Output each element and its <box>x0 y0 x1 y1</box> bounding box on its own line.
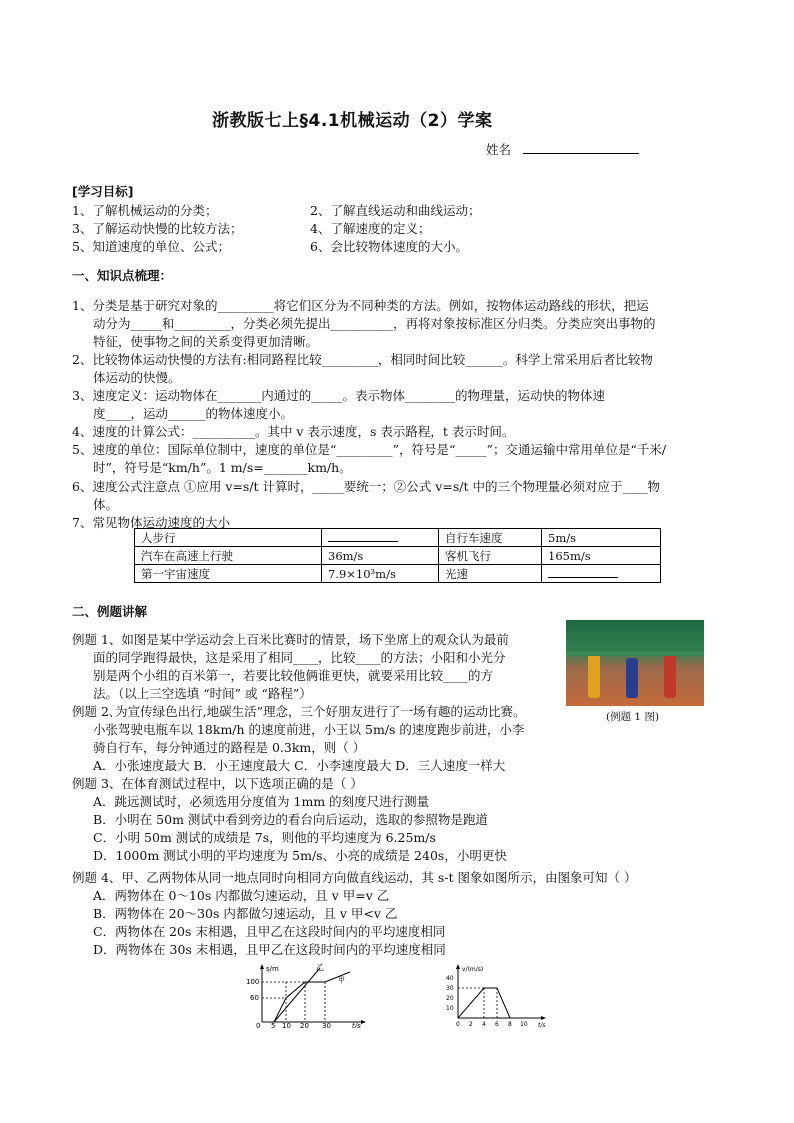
graph2-ytick: 20 <box>446 995 454 1002</box>
text-line: 特征，使事物之间的关系变得更加清晰。 <box>93 334 319 349</box>
text-line: 法。（以上三空选填 “时间” 或 “路程”） <box>93 686 312 701</box>
graph1-xlabel: t/s <box>352 1022 361 1028</box>
graph2-xtick: 8 <box>508 1021 512 1028</box>
table-cell: 汽车在高速上行驶 <box>135 547 322 565</box>
table-cell: 7.9×10³m/s <box>322 565 439 583</box>
graph1-series-label: 乙 <box>316 963 324 972</box>
text-line: 例题 4、甲、乙两物体从同一地点同时向相同方向做直线运动，其 s-t 图象如图所示，由图象可知（ ） <box>72 870 637 885</box>
graph1-ytick: 100 <box>246 978 260 986</box>
table-cell: 人步行 <box>135 529 322 547</box>
text-line: 骑自行车，每分钟通过的路程是 0.3km，则（ ） <box>93 740 366 755</box>
text-line: 别是两个小组的百米第一，若要比较他俩谁更快，就要采用比较____的方 <box>93 668 494 683</box>
table-cell: 165m/s <box>542 547 661 565</box>
text-line: 体运动的快慢。 <box>93 370 181 385</box>
text-line: 例题 3、在体育测试过程中，以下选项正确的是（ ） <box>72 776 363 791</box>
graph1-ytick: 60 <box>250 994 259 1002</box>
option-line: A．两物体在 0～10s 内都做匀速运动，且 v 甲=v 乙 <box>93 888 390 903</box>
graph2-ylabel: v/(m/s) <box>462 966 484 973</box>
option-line: C．小明 50m 测试的成绩是 7s，则他的平均速度为 6.25m/s <box>93 830 436 845</box>
text-line: 5、速度的单位：国际单位制中，速度的单位是“_________”，符号是“_____”；交通运输中常用单位是“千米/ <box>72 442 667 457</box>
section2-heading: 二、例题讲解 <box>72 604 148 619</box>
text-line: 体。 <box>93 497 119 512</box>
graph1-series-label: 甲 <box>338 976 345 984</box>
text-line: 时”，符号是“km/h”。1 m/s=_______km/h。 <box>93 460 352 475</box>
table-cell: 客机飞行 <box>439 547 542 565</box>
text-line: 4、速度的计算公式：__________。其中 v 表示速度，s 表示路程，t 表示时间。 <box>72 424 515 439</box>
table-cell: 36m/s <box>322 547 439 565</box>
option-line: A．小张速度最大 B．小王速度最大 C．小李速度最大 D．三人速度一样大 <box>93 758 506 773</box>
text-line: 2、比较物体运动快慢的方法有:相同路程比较_________，相同时间比较______。科学上常采用后者比较物 <box>72 352 653 367</box>
section1-heading: 一、知识点梳理： <box>72 268 173 283</box>
option-line: D．两物体在 30s 末相遇，且甲乙在这段时间内的平均速度相同 <box>93 942 446 957</box>
speed-table <box>134 528 661 583</box>
graph2-xtick: 2 <box>469 1021 473 1028</box>
series-yi-line <box>274 968 320 1022</box>
text-line: 面的同学跑得最快，这是采用了相同____，比较____的方法；小阳和小光分 <box>93 650 506 665</box>
option-line: C．两物体在 20s 末相遇，且甲乙在这段时间内的平均速度相同 <box>93 924 446 939</box>
goal-item: 2、了解直线运动和曲线运动； <box>310 203 481 218</box>
graph1-xtick: 5 <box>271 1022 276 1028</box>
graph1-ylabel: s/m <box>266 965 279 973</box>
goal-item: 4、了解速度的定义； <box>310 221 431 236</box>
goal-item: 3、了解运动快慢的比较方法； <box>72 221 243 236</box>
table-cell: 第一宇宙速度 <box>135 565 322 583</box>
table-cell: 自行车速度 <box>439 529 542 547</box>
goal-item: 1、了解机械运动的分类； <box>72 203 218 218</box>
race-photo <box>566 620 704 706</box>
vt-graph <box>442 962 552 1028</box>
goals-heading: [学习目标] <box>72 184 134 199</box>
graph2-xtick: 10 <box>520 1021 528 1028</box>
name-blank[interactable] <box>523 141 639 154</box>
graph1-ytick: 0 <box>256 1022 261 1028</box>
text-line: 7、常见物体运动速度的大小 <box>72 515 230 530</box>
st-graph <box>240 962 370 1028</box>
graph1-xtick: 30 <box>322 1022 331 1028</box>
table-cell-blank[interactable] <box>322 529 439 547</box>
goal-item: 6、会比较物体速度的大小。 <box>310 239 468 254</box>
text-line: 例题 2､为宣传绿色出行,地碳生活”理念，三个好朋友进行了一场有趣的运动比赛。 <box>72 704 526 719</box>
text-line: 小张驾驶电瓶车以 18km/h 的速度前进，小王以 5m/s 的速度跑步前进，小李 <box>93 722 525 737</box>
graph2-xtick: 6 <box>495 1021 499 1028</box>
text-line: 例题 1、如图是某中学运动会上百米比赛时的情景，场下坐席上的观众认为最前 <box>72 632 509 647</box>
table-cell: 5m/s <box>542 529 661 547</box>
name-field[interactable] <box>486 140 639 158</box>
option-line: B．两物体在 20～30s 内都做匀速运动，且 v 甲<v 乙 <box>93 906 398 921</box>
text-line: 6、速度公式注意点 ①应用 v=s/t 计算时，_____要统一；②公式 v=s/t 中的三个物理量必须对应于____物 <box>72 479 660 494</box>
graph2-ytick: 40 <box>446 975 454 982</box>
graph1-xtick: 10 <box>282 1022 291 1028</box>
graph2-ytick: 10 <box>446 1005 454 1012</box>
graph2-xtick: 0 <box>456 1021 460 1028</box>
goal-item: 5、知道速度的单位、公式； <box>72 239 230 254</box>
option-line: D．1000m 测试小明的平均速度为 5m/s、小亮的成绩是 240s，小明更快 <box>93 848 507 863</box>
graph2-xtick: 4 <box>482 1021 486 1028</box>
table-row <box>135 529 661 547</box>
graph2-xlabel: t/s <box>538 1022 546 1028</box>
table-cell: 光速 <box>439 565 542 583</box>
text-line: 3、速度定义：运动物体在_______内通过的_____。表示物体________的物理量，运动快的物体速 <box>72 388 605 403</box>
photo-caption: (例题 1 图) <box>606 711 660 723</box>
fill-blank[interactable] <box>328 530 398 542</box>
option-line: A．跳远测试时，必须选用分度值为 1mm 的刻度尺进行测量 <box>93 794 430 809</box>
fill-blank[interactable] <box>548 566 618 578</box>
graph1-xtick: 20 <box>300 1022 309 1028</box>
document-title: 浙教版七上§4.1机械运动（2）学案 <box>212 111 493 131</box>
text-line: 1、分类是基于研究对象的_________将它们区分为不同种类的方法。例如，按物体运动路线的形状，把运 <box>72 298 649 313</box>
name-label: 姓名 <box>486 142 512 157</box>
table-cell-blank[interactable] <box>542 565 661 583</box>
text-line: 度____，运动______的物体速度小。 <box>93 406 294 421</box>
option-line: B．小明在 50m 测试中看到旁边的看台向后运动，选取的参照物是跑道 <box>93 812 488 827</box>
table-row <box>135 565 661 583</box>
graph2-ytick: 30 <box>446 985 454 992</box>
text-line: 动分为_____和_________，分类必须先提出__________，再将对象按标准区分归类。分类应突出事物的 <box>93 316 656 331</box>
table-row <box>135 547 661 565</box>
